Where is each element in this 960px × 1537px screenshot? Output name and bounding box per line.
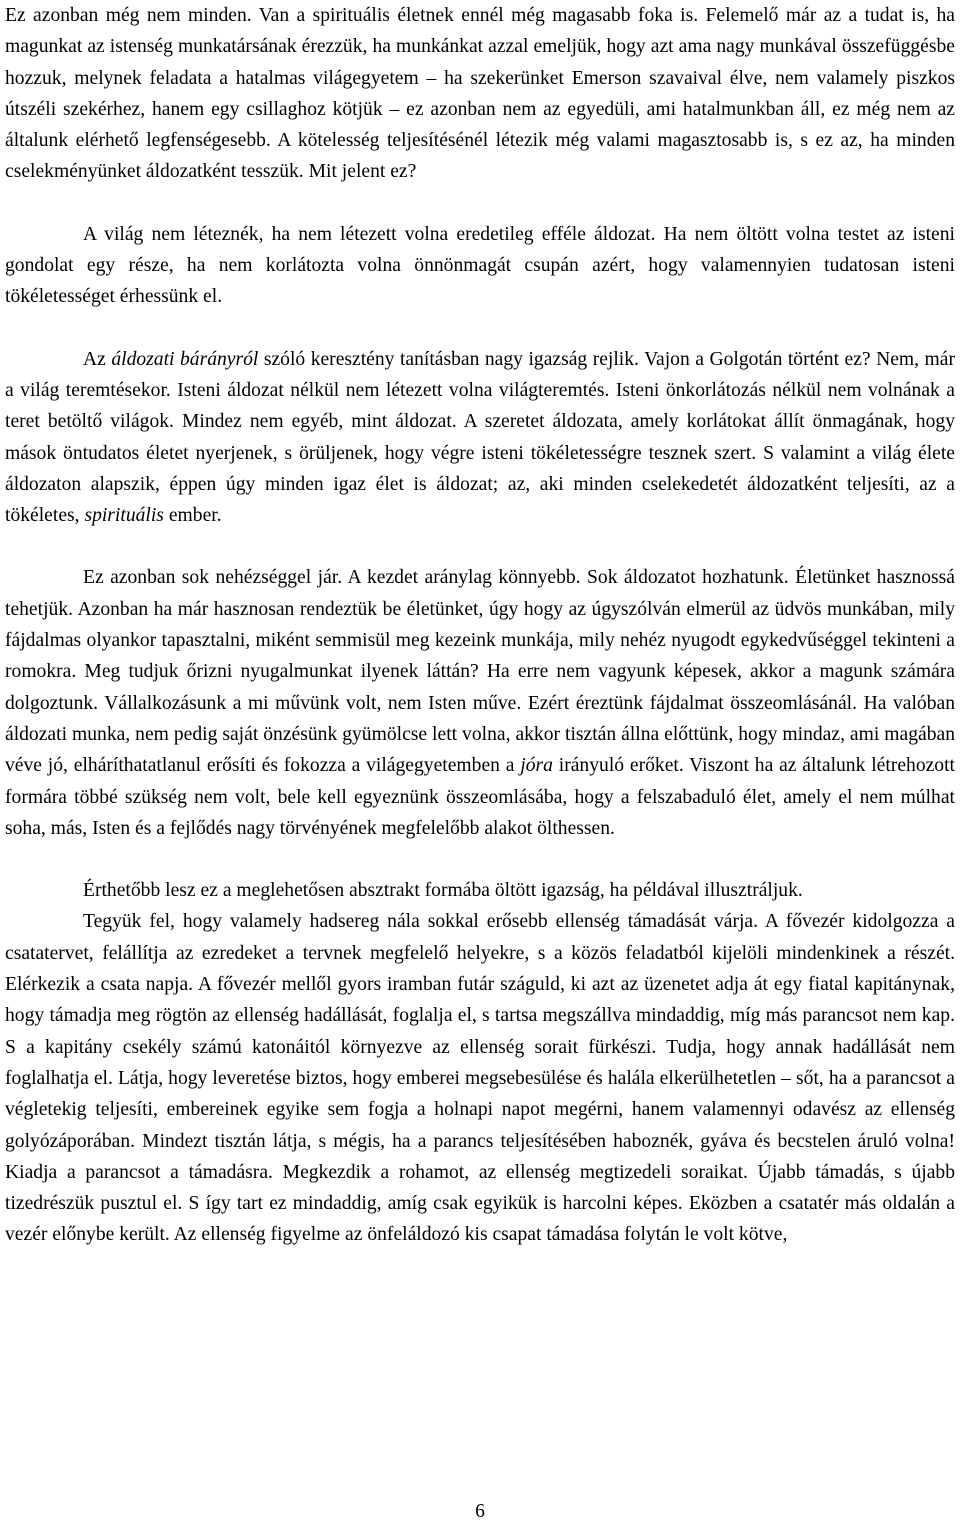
page-number: 6 (475, 1501, 485, 1522)
paragraph-1-text: Ez azonban még nem minden. Van a spirituális életnek ennél még magasabb foka is. Felemelő már az a tudat is, ha magunkat az istenség munkatársának érezzük, ha munkánkat azzal emeljük, hogy azt ama nagy munkával összefüggésbe hozzuk, melynek feladata a hatalmas világegyetem – ha szekerünket Emerson szavaival élve, nem valamely piszkos útszéli szekérhez, hanem egy csillaghoz kötjük – ez azonban nem az egyedüli, ami hatalmunkban áll, ez még nem az általunk elérhető legfenségesebb. A kötelesség teljesítésénél létezik még valami magasztosabb is, s ez az, ha minden cselekményünket áldozatként tesszük. Mit jelent ez? (5, 5, 955, 183)
paragraph-3-italic-a: áldozati bárányról (111, 348, 259, 370)
paragraph-5 (5, 875, 955, 906)
paragraph-3-italic-b: spirituális (84, 505, 164, 527)
paragraph-3-text-b: szóló keresztény tanításban nagy igazság rejlik. Vajon a Golgotán történt ez? Nem, már a világ teremtésekor. Isteni áldozat nélkül nem létezett volna világteremtés. Isteni önkorlátozás nélkül nem volnának a teret betöltő világok. Mindez nem egyéb, mint áldozat. A szeretet áldozata, amely korlátokat állít önmagának, hogy mások öntudatos életet nyerjenek, s örüljenek, hogy végre isteni tökéletességre tesznek szert. S valamint a világ élete áldozaton alapszik, éppen úgy minden igaz élet is áldozat; az, aki minden cselekedetét áldozatként teljesíti, az a tökéletes, (5, 348, 956, 527)
paragraph-6 (5, 906, 955, 1250)
paragraph-gap (5, 844, 955, 875)
paragraph-gap (5, 313, 955, 344)
paragraph-2 (5, 219, 955, 313)
paragraph-4-text-b: irányuló erőket. Viszont ha az általunk létrehozott formára többé szükség nem volt, bele kell egyeznünk összeomlásába, hogy a felszabaduló élet, amely el nem múlhat soha, más, Isten és a fejlődés nagy törvényének megfelelőbb alakot ölthessen. (5, 755, 955, 839)
paragraph-1 (5, 0, 955, 188)
paragraph-6-text: Tegyük fel, hogy valamely hadsereg nála sokkal erősebb ellenség támadását várja. A fővezér kidolgozza a csatatervet, felállítja az ezredeket a tervnek megfelelő helyekre, s a közös feladatból kijelöli mindenkinek a részét. Elérkezik a csata napja. A fővezér mellől gyors iramban futár száguld, ki azt az üzenetet adja át egy fiatal kapitánynak, hogy támadja meg rögtön az ellenség hadállását, foglalja el, s tartsa megszállva mindaddig, míg más parancsot nem kap. S a kapitány csekély számú katonáitól környezve az ellenség sorait fürkészi. Tudja, hogy annak hadállását nem foglalhatja el. Látja, hogy leveretése biztos, hogy emberei megsebesülése és halála elkerülhetetlen – sőt, ha a parancsot a végletekig teljesíti, embereinek egyike sem fogja a holnapi napot megérni, hanem valamennyi odavész az ellenség golyózáporában. Mindezt tisztán látja, s mégis, ha a parancs teljesítésében haboznék, gyáva és becstelen áruló volna! Kiadja a parancsot a támadásra. Megkezdik a rohamot, az ellenség megtizedeli soraikat. Újabb támadás, s újabb tizedrészük pusztul el. S így tart ez mindaddig, amíg csak egyikük is harcolni képes. Eközben a csatatér más oldalán a vezér előnybe került. Az ellenség figyelme az önfeláldozó kis csapat támadása folytán le volt kötve, (5, 911, 955, 1246)
paragraph-gap (5, 188, 955, 219)
paragraph-4-text-a: Ez azonban sok nehézséggel jár. A kezdet aránylag könnyebb. Sok áldozatot hozhatunk. Életünket hasznossá tehetjük. Azonban ha már hasznosan rendeztük be életünket, úgy hogy az úgyszólván elmerül az üdvös munkában, mily fájdalmas olyankor tapasztalni, miként semmisül meg kezeink munkája, mily nehéz nyugodt egykedvűséggel tekinteni a romokra. Meg tudjuk őrizni nyugalmunkat ilyenek láttán? Ha erre nem vagyunk képesek, akkor a magunk számára dolgoztunk. Vállalkozásunk a mi művünk volt, nem Isten műve. Ezért éreztünk fájdalmat összeomlásánál. Ha valóban áldozati munka, nem pedig saját önzésünk gyümölcse lett volna, akkor tisztán állna előttünk, hogy mindaz, ami magában véve jó, elháríthatatlanul erősíti és fokozza a világegyetemben a (5, 567, 955, 777)
paragraph-2-text: A világ nem léteznék, ha nem létezett volna eredetileg efféle áldozat. Ha nem öltött volna testet az isteni gondolat egy része, ha nem korlátozta volna önnönmagát csupán azért, hogy valamennyien tudatosan isteni tökéletességet érhessünk el. (5, 223, 955, 308)
paragraph-3 (5, 344, 955, 532)
paragraph-gap (5, 531, 955, 562)
document-page (5, 0, 955, 1537)
paragraph-4-italic: jóra (520, 755, 553, 777)
paragraph-5-text: Érthetőbb lesz ez a meglehetősen absztrakt formába öltött igazság, ha példával illusztráljuk. (83, 880, 803, 902)
paragraph-3-text-c: ember. (163, 505, 222, 527)
paragraph-4 (5, 562, 955, 844)
paragraph-3-text-a: Az (83, 348, 112, 370)
